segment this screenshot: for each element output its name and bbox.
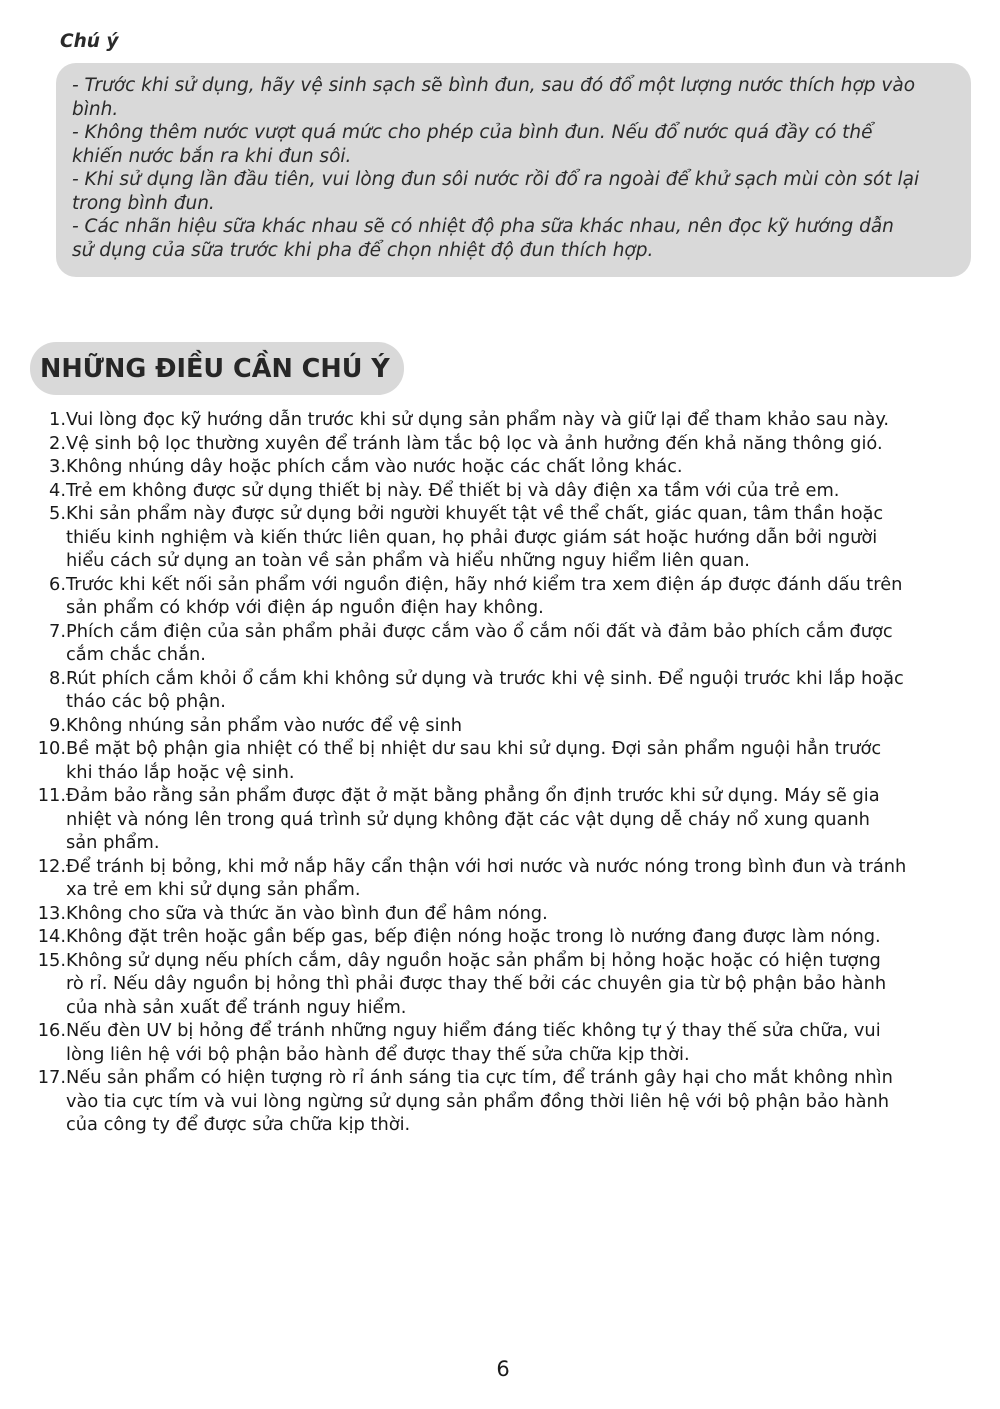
rule-line: của công ty để được sửa chữa kịp thời. bbox=[66, 1114, 411, 1135]
rule-text bbox=[66, 737, 975, 784]
rule-line: cắm chắc chắn. bbox=[66, 644, 206, 665]
rule-number: 11. bbox=[37, 785, 66, 806]
section-heading: NHỮNG ĐIỀU CẦN CHÚ Ý bbox=[40, 353, 390, 384]
rule-line: vào tia cực tím và vui lòng ngừng sử dụng sản phẩm đồng thời liên hệ với bộ phận bảo hành bbox=[66, 1090, 890, 1112]
rule-number: 1. bbox=[49, 409, 66, 430]
rule-number: 5. bbox=[49, 503, 66, 524]
rule-text bbox=[66, 784, 975, 855]
rule-line: Vui lòng đọc kỹ hướng dẫn trước khi sử dụng sản phẩm này và giữ lại để tham khảo sau này. bbox=[66, 409, 889, 430]
rule-item bbox=[30, 573, 975, 620]
rule-line: Vệ sinh bộ lọc thường xuyên để tránh làm tắc bộ lọc và ảnh hưởng đến khả năng thông gió. bbox=[66, 432, 883, 454]
rule-number: 17. bbox=[37, 1067, 66, 1088]
rule-item bbox=[30, 479, 975, 503]
rule-line: Khi sản phẩm này được sử dụng bởi người khuyết tật về thể chất, giác quan, tâm thần hoặc bbox=[66, 503, 884, 524]
rule-number: 6. bbox=[49, 573, 66, 595]
rule-item bbox=[30, 620, 975, 667]
rule-line: lòng liên hệ với bộ phận bảo hành để được thay thế sửa chữa kịp thời. bbox=[66, 1043, 690, 1065]
rule-line: sản phẩm có khớp với điện áp nguồn điện hay không. bbox=[66, 597, 544, 618]
rule-text bbox=[66, 1066, 975, 1137]
note-line: - Trước khi sử dụng, hãy vệ sinh sạch sẽ bình đun, sau đó đổ một lượng nước thích hợp vào bbox=[72, 75, 916, 96]
rule-text bbox=[66, 925, 975, 949]
rule-line: Để tránh bị bỏng, khi mở nắp hãy cẩn thận với hơi nước và nước nóng trong bình đun và tránh bbox=[66, 855, 907, 877]
rule-line: Trẻ em không được sử dụng thiết bị này. Để thiết bị và dây điện xa tầm với của trẻ em. bbox=[66, 479, 840, 501]
rule-number: 8. bbox=[49, 667, 66, 689]
rule-line: của nhà sản xuất để tránh nguy hiểm. bbox=[66, 996, 407, 1018]
rule-line: rò rỉ. Nếu dây nguồn bị hỏng thì phải được thay thế bởi các chuyên gia từ bộ phận bảo hành bbox=[66, 973, 887, 994]
rule-number: 2. bbox=[49, 432, 66, 454]
rule-text bbox=[66, 455, 975, 479]
rule-number: 4. bbox=[49, 479, 66, 501]
rule-text bbox=[66, 573, 975, 620]
rule-line: tháo các bộ phận. bbox=[66, 691, 226, 712]
rule-line: Không cho sữa và thức ăn vào bình đun để hâm nóng. bbox=[66, 902, 548, 924]
rule-line: sản phẩm. bbox=[66, 832, 160, 853]
note-line: - Các nhãn hiệu sữa khác nhau sẽ có nhiệt độ pha sữa khác nhau, nên đọc kỹ hướng dẫn bbox=[72, 216, 894, 237]
rule-line: Phích cắm điện của sản phẩm phải được cắm vào ổ cắm nối đất và đảm bảo phích cắm được bbox=[66, 620, 893, 642]
note-line: trong bình đun. bbox=[72, 192, 215, 214]
rule-line: Không nhúng sản phẩm vào nước để vệ sinh bbox=[66, 714, 463, 736]
rule-text bbox=[66, 902, 975, 926]
rule-item bbox=[30, 1019, 975, 1066]
rule-number: 14. bbox=[37, 926, 66, 947]
rule-text bbox=[66, 714, 975, 738]
rule-text bbox=[66, 667, 975, 714]
note-box bbox=[56, 63, 971, 277]
rule-line: Nếu sản phẩm có hiện tượng rò rỉ ánh sáng tia cực tím, để tránh gây hại cho mắt không nhìn bbox=[66, 1067, 893, 1088]
rule-item bbox=[30, 714, 975, 738]
rule-item bbox=[30, 432, 975, 456]
rule-line: thiếu kinh nghiệm và kiến thức liên quan, họ phải được giám sát hoặc hướng dẫn bởi người bbox=[66, 526, 878, 548]
rule-item bbox=[30, 667, 975, 714]
rule-number: 9. bbox=[49, 714, 66, 736]
rule-line: Rút phích cắm khỏi ổ cắm khi không sử dụng và trước khi vệ sinh. Để nguội trước khi lắp hoặc bbox=[66, 667, 904, 689]
rule-line: Không sử dụng nếu phích cắm, dây nguồn hoặc sản phẩm bị hỏng hoặc hoặc có hiện tượng bbox=[66, 949, 881, 971]
rule-number: 3. bbox=[49, 456, 66, 477]
note-heading: Chú ý bbox=[60, 31, 119, 52]
rule-item bbox=[30, 902, 975, 926]
rule-item bbox=[30, 455, 975, 479]
rule-item bbox=[30, 925, 975, 949]
rule-number: 13. bbox=[37, 902, 66, 924]
rule-number: 12. bbox=[37, 855, 66, 877]
rule-text bbox=[66, 1019, 975, 1066]
page-number: 6 bbox=[496, 1357, 510, 1381]
note-line: - Khi sử dụng lần đầu tiên, vui lòng đun sôi nước rồi đổ ra ngoài để khử sạch mùi còn sót lại bbox=[72, 169, 920, 190]
rule-text bbox=[66, 949, 975, 1020]
note-line: khiến nước bắn ra khi đun sôi. bbox=[72, 145, 352, 167]
rule-number: 7. bbox=[49, 620, 66, 642]
rule-item bbox=[30, 408, 975, 432]
rule-text bbox=[66, 502, 975, 573]
rule-text bbox=[66, 620, 975, 667]
rule-number: 10. bbox=[37, 738, 66, 759]
rule-text bbox=[66, 432, 975, 456]
rule-item bbox=[30, 784, 975, 855]
rule-item bbox=[30, 949, 975, 1020]
rule-item bbox=[30, 1066, 975, 1137]
rule-line: Trước khi kết nối sản phẩm với nguồn điện, hãy nhớ kiểm tra xem điện áp được đánh dấu trên bbox=[66, 573, 903, 595]
rule-line: nhiệt và nóng lên trong quá trình sử dụng không đặt các vật dụng dễ cháy nổ xung quanh bbox=[66, 808, 870, 830]
rule-line: hiểu cách sử dụng an toàn về sản phẩm và hiểu những nguy hiểm liên quan. bbox=[66, 550, 750, 571]
rule-line: xa trẻ em khi sử dụng sản phẩm. bbox=[66, 879, 361, 900]
note-line: sử dụng của sữa trước khi pha để chọn nhiệt độ đun thích hợp. bbox=[72, 239, 654, 261]
note-line: bình. bbox=[72, 98, 119, 120]
note-line: - Không thêm nước vượt quá mức cho phép của bình đun. Nếu đổ nước quá đầy có thể bbox=[72, 122, 873, 143]
rule-line: Nếu đèn UV bị hỏng để tránh những nguy hiểm đáng tiếc không tự ý thay thế sửa chữa, vui bbox=[66, 1020, 881, 1041]
rule-item bbox=[30, 855, 975, 902]
rule-line: Không đặt trên hoặc gần bếp gas, bếp điện nóng hoặc trong lò nướng đang được làm nóng. bbox=[66, 926, 881, 947]
section-heading-box bbox=[30, 342, 404, 395]
rules-list bbox=[30, 408, 975, 1137]
rule-text bbox=[66, 408, 975, 432]
rule-line: Bề mặt bộ phận gia nhiệt có thể bị nhiệt dư sau khi sử dụng. Đợi sản phẩm nguội hẳn trước bbox=[66, 738, 882, 759]
rule-item bbox=[30, 502, 975, 573]
rule-number: 16. bbox=[37, 1020, 66, 1041]
rule-line: khi tháo lắp hoặc vệ sinh. bbox=[66, 761, 295, 783]
rule-line: Không nhúng dây hoặc phích cắm vào nước hoặc các chất lỏng khác. bbox=[66, 456, 683, 477]
rule-number: 15. bbox=[37, 949, 66, 971]
rule-line: Đảm bảo rằng sản phẩm được đặt ở mặt bằng phẳng ổn định trước khi sử dụng. Máy sẽ gia bbox=[66, 785, 880, 806]
rule-text bbox=[66, 479, 975, 503]
rule-item bbox=[30, 737, 975, 784]
rule-text bbox=[66, 855, 975, 902]
